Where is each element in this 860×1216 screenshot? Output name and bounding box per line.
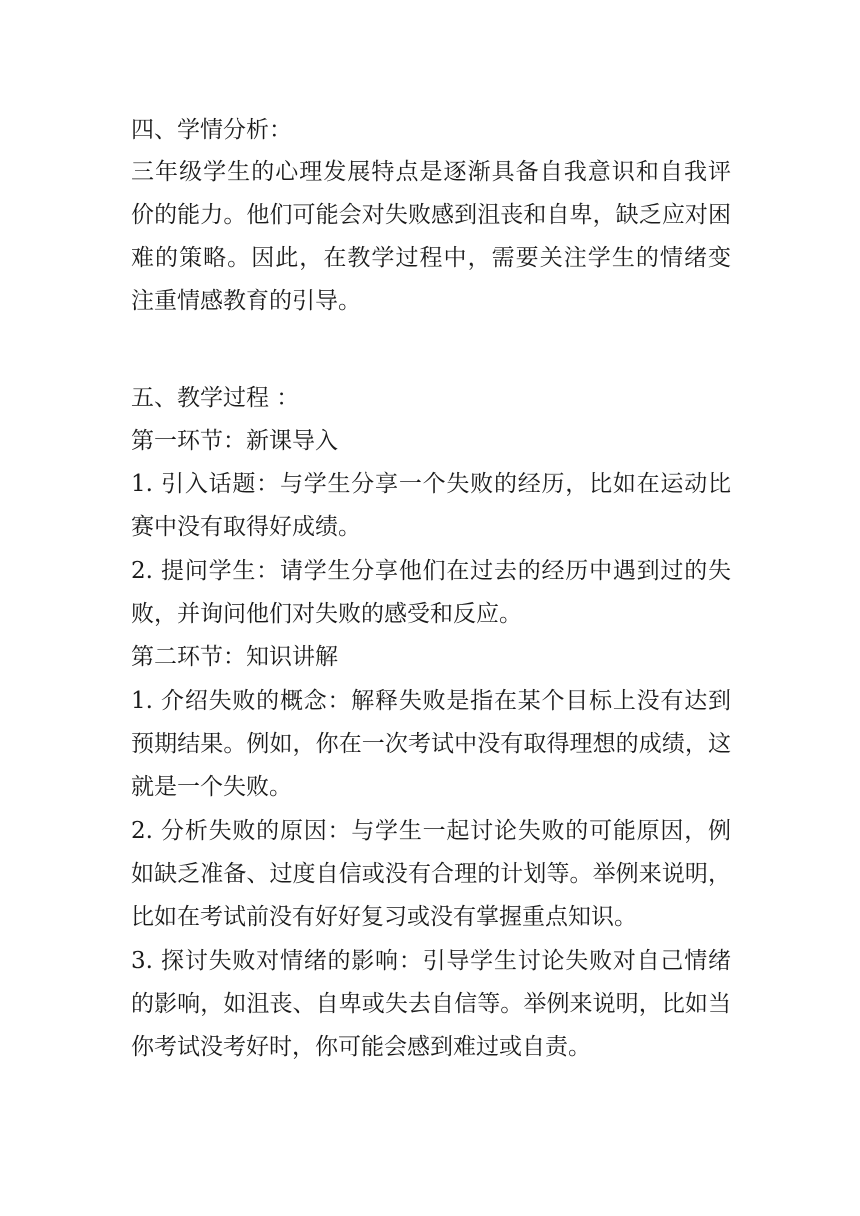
list-item-line: 的影响，如沮丧、自卑或失去自信等。举例来说明，比如当 [131,991,731,1017]
list-item-line: 就是一个失败。 [131,774,292,800]
section-4-heading: 四、学情分析： [131,117,292,143]
paragraph-line: 价的能力。他们可能会对失败感到沮丧和自卑，缺乏应对困 [131,202,731,228]
list-item-line: 3. 探讨失败对情绪的影响：引导学生讨论失败对自己情绪 [131,948,731,974]
list-item-line: 2. 提问学生：请学生分享他们在过去的经历中遇到过的失 [131,558,731,584]
section-5-heading: 五、教学过程 ： [131,385,300,411]
paragraph-line: 难的策略。因此，在教学过程中，需要关注学生的情绪变 [131,245,731,271]
part-1-heading: 第一环节：新课导入 [131,428,338,454]
list-item-line: 2. 分析失败的原因：与学生一起讨论失败的可能原因，例 [131,818,731,844]
paragraph-line: 注重情感教育的引导。 [131,288,361,314]
list-item-line: 你考试没考好时，你可能会感到难过或自责。 [131,1034,591,1060]
list-item-line: 预期结果。例如，你在一次考试中没有取得理想的成绩，这 [131,731,731,757]
paragraph-line: 三年级学生的心理发展特点是逐渐具备自我意识和自我评 [131,159,731,185]
list-item-line: 1. 引入话题：与学生分享一个失败的经历，比如在运动比 [131,471,731,497]
list-item-line: 1. 介绍失败的概念：解释失败是指在某个目标上没有达到 [131,688,731,714]
part-2-heading: 第二环节：知识讲解 [131,644,338,670]
list-item-line: 败，并询问他们对失败的感受和反应。 [131,601,522,627]
list-item-line: 赛中没有取得好成绩。 [131,514,361,540]
list-item-line: 如缺乏准备、过度自信或没有合理的计划等。举例来说明， [131,861,731,887]
list-item-line: 比如在考试前没有好好复习或没有掌握重点知识。 [131,904,637,930]
